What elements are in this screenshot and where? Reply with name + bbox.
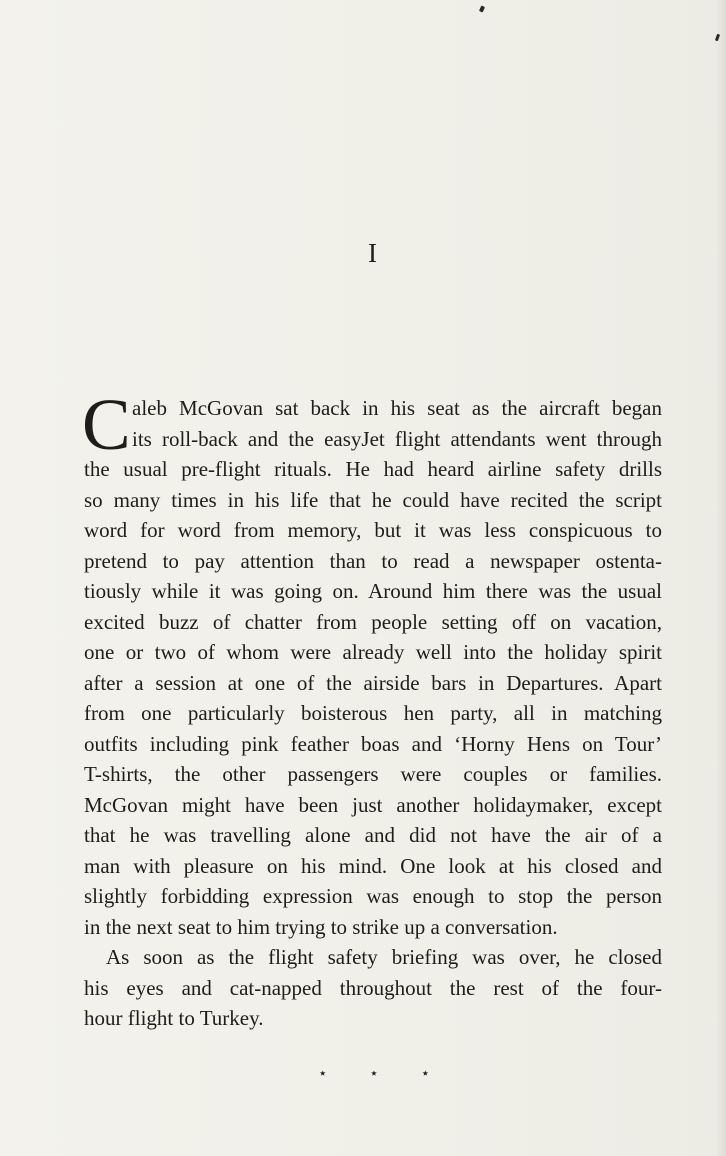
text-line: word for word from memory, but it was less conspicuous to	[84, 518, 662, 542]
page-edge-shadow	[716, 0, 726, 1156]
text-line: man with pleasure on his mind. One look at his closed and	[84, 853, 662, 878]
text-line: hour flight to Turkey.	[84, 1006, 264, 1030]
text-line: in the next seat to him trying to strike up a conversation.	[84, 914, 558, 939]
drop-cap: C	[82, 384, 131, 465]
text-line: that he was travelling alone and did not have the air of a	[84, 823, 662, 847]
body-text	[82, 384, 662, 1034]
ink-speck	[479, 5, 485, 12]
text-line: outfits including pink feather boas and ‘Horny Hens on Tour’	[84, 731, 662, 756]
text-line: tiously while it was going on. Around him there was the usual	[84, 579, 662, 603]
text-line: after a session at one of the airside bars in Departures. Apart	[84, 670, 662, 695]
paragraph-1	[82, 384, 662, 942]
star-icon: ⋆	[318, 1066, 328, 1082]
text-line: T-shirts, the other passengers were couples or families.	[84, 762, 662, 786]
text-line: As soon as the flight safety briefing was over, he closed	[106, 945, 662, 969]
text-line: excited buzz of chatter from people setting off on vacation,	[84, 609, 662, 634]
star-icon: ⋆	[420, 1066, 430, 1082]
star-icon: ⋆	[369, 1066, 379, 1082]
text-line: aleb McGovan sat back in his seat as the aircraft began	[132, 396, 662, 420]
text-line: its roll-back and the easyJet flight attendants went through	[132, 426, 662, 451]
chapter-number: I	[368, 238, 378, 268]
text-line: the usual pre-flight rituals. He had heard airline safety drills	[84, 457, 662, 481]
text-line: slightly forbidding expression was enough to stop the person	[84, 884, 662, 908]
text-line: one or two of whom were already well into the holiday spirit	[84, 640, 662, 664]
text-line: his eyes and cat-napped throughout the rest of the four-	[84, 975, 662, 1000]
text-line: from one particularly boisterous hen party, all in matching	[84, 701, 662, 725]
text-line: McGovan might have been just another holidaymaker, except	[84, 792, 662, 817]
text-line: pretend to pay attention than to read a newspaper ostenta-	[84, 548, 662, 573]
text-line: so many times in his life that he could have recited the script	[84, 487, 662, 512]
section-break	[318, 1064, 430, 1084]
paragraph-2	[84, 942, 662, 1034]
